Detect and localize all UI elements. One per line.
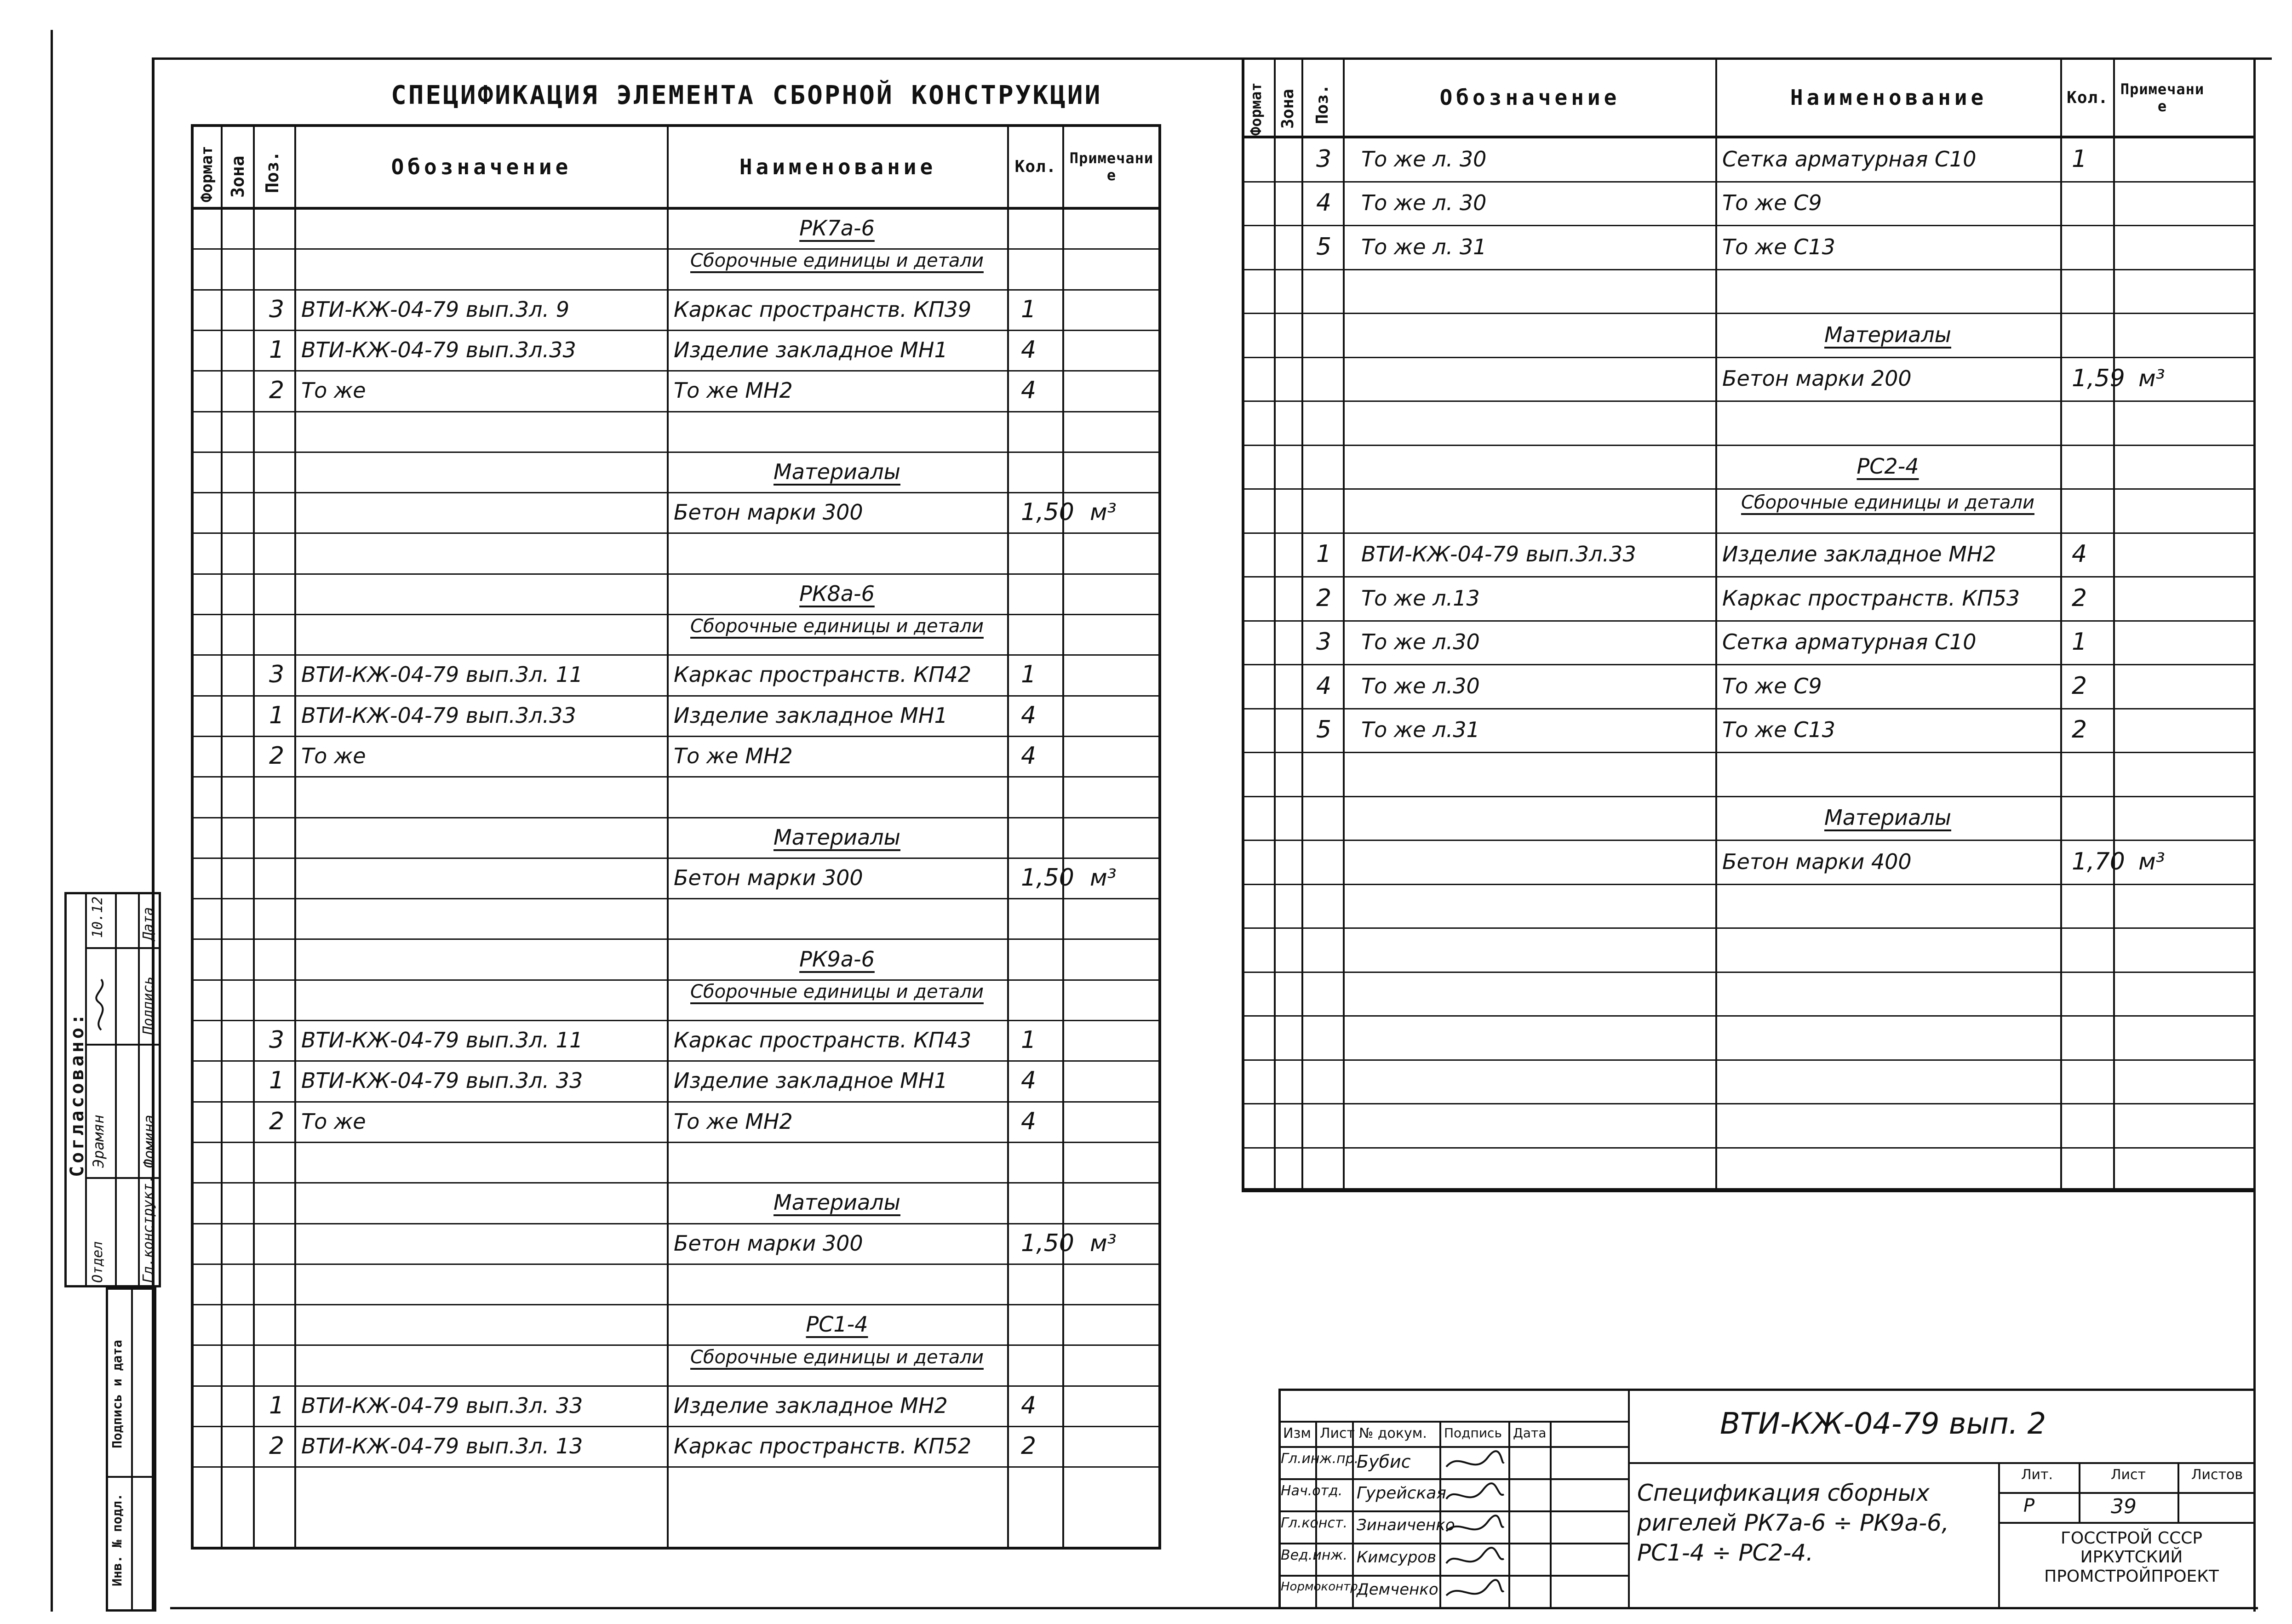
tb-line	[1278, 1446, 1628, 1448]
row-line	[191, 1426, 1161, 1427]
tb-line	[1998, 1522, 2256, 1524]
row-qty: 4	[2072, 540, 2087, 568]
row-qty: 1,70	[2072, 847, 2125, 875]
row-line	[191, 614, 1161, 615]
row-name: Сборочные единицы и детали	[690, 250, 984, 272]
row-pos: 2	[269, 1107, 285, 1135]
row-qty: 4	[1021, 1391, 1037, 1419]
row-name: Бетон марки 300	[674, 500, 863, 525]
row-designation: ВТИ-КЖ-04-79 вып.3л. 11	[301, 662, 583, 687]
row-name: То же МН2	[674, 1109, 793, 1134]
left-col-line	[1062, 124, 1064, 1550]
row-designation: То же л.30	[1361, 673, 1480, 698]
tb-line	[1278, 1421, 1628, 1423]
row-pos: 1	[269, 1067, 285, 1095]
row-qty: 1	[1021, 295, 1037, 323]
tb-role-5: Нормоконтр.	[1281, 1580, 1362, 1594]
tb-line	[1998, 1462, 2000, 1609]
row-name: Каркас пространств. КП52	[674, 1434, 972, 1459]
right-hdr-note: Примечание	[2120, 80, 2205, 115]
row-line	[191, 1060, 1161, 1062]
tb-name-1: Бубис	[1357, 1452, 1411, 1472]
row-line	[191, 330, 1161, 331]
row-designation: То же л. 30	[1361, 190, 1487, 216]
row-line	[191, 979, 1161, 981]
row-name: То же МН2	[674, 743, 793, 769]
row-name: РС1-4	[806, 1312, 868, 1337]
row-name: Сборочные единицы и детали	[1741, 492, 2034, 513]
row-name: РК7а-6	[799, 216, 875, 241]
approval-date-label: Дата	[140, 907, 156, 940]
row-note: м³	[2138, 365, 2165, 392]
row-designation: То же л. 31	[1361, 234, 1487, 259]
row-name: Бетон марки 300	[674, 1230, 863, 1256]
row-line	[1242, 313, 2256, 314]
row-qty: 1	[1021, 1026, 1037, 1054]
row-designation: То же л.13	[1361, 585, 1480, 611]
tb-hdr-izm: Изм	[1283, 1425, 1312, 1441]
row-name: Сетка арматурная С10	[1722, 629, 1977, 655]
right-hdr-designation: Обозначение	[1439, 85, 1621, 110]
row-name: Каркас пространств. КП43	[674, 1028, 972, 1053]
approval-col-line	[138, 892, 140, 1287]
tb-sheet-label: Лист	[2111, 1467, 2146, 1483]
tb-role-4: Вед.инж.	[1281, 1547, 1347, 1563]
left-hdr-name: Наименование	[739, 154, 937, 179]
row-pos: 2	[1316, 584, 1332, 612]
tb-line	[1628, 1462, 2256, 1464]
row-line	[191, 1182, 1161, 1184]
row-designation: ВТИ-КЖ-04-79 вып.3л.33	[301, 337, 576, 363]
right-header-rule	[1242, 136, 2256, 138]
tb-lit: Р	[2023, 1495, 2035, 1516]
left-col-line	[221, 124, 223, 1550]
row-line	[1242, 752, 2256, 753]
tb-hdr-date: Дата	[1513, 1425, 1547, 1441]
row-designation: То же	[301, 743, 366, 769]
row-name: То же С13	[1722, 234, 1835, 259]
row-note: м³	[1090, 864, 1117, 891]
row-line	[191, 573, 1161, 575]
row-name: РС2-4	[1857, 454, 1919, 479]
row-qty: 1	[2072, 628, 2087, 656]
approval-row-line	[85, 1044, 161, 1046]
tb-hdr-list: Лист	[1320, 1425, 1355, 1441]
row-line	[191, 1304, 1161, 1305]
row-line	[191, 1344, 1161, 1346]
row-qty: 1,50	[1021, 863, 1074, 892]
row-designation: То же л.31	[1361, 717, 1480, 743]
row-name: Материалы	[1824, 805, 1951, 830]
row-qty: 2	[2072, 716, 2087, 744]
row-line	[191, 1101, 1161, 1103]
left-strip-divider	[131, 1287, 133, 1612]
row-line	[1242, 488, 2256, 490]
row-qty: 2	[2072, 672, 2087, 700]
left-col-line	[1007, 124, 1009, 1550]
row-pos: 5	[1316, 716, 1332, 744]
right-col-line	[2060, 57, 2062, 1191]
row-qty: 1,59	[2072, 365, 2125, 393]
tb-line	[2079, 1462, 2080, 1522]
approval-name-2: Фомина	[140, 1115, 158, 1168]
right-hdr-format: Формат	[1247, 82, 1265, 136]
row-name: Бетон марки 400	[1722, 849, 1912, 874]
tb-lit-label: Лит.	[2021, 1467, 2053, 1483]
left-hdr-pos: Поз.	[262, 151, 282, 193]
row-name: Сборочные единицы и детали	[690, 981, 984, 1002]
row-name: Материалы	[774, 459, 900, 484]
row-designation: ВТИ-КЖ-04-79 вып.3л. 9	[301, 297, 570, 322]
row-line	[191, 1385, 1161, 1387]
row-qty: 4	[1021, 1107, 1037, 1135]
row-pos: 4	[1316, 189, 1332, 217]
row-line	[1242, 884, 2256, 885]
left-hdr-designation: Обозначение	[391, 154, 572, 179]
row-line	[1242, 181, 2256, 183]
row-line	[191, 858, 1161, 859]
row-qty: 4	[1021, 377, 1037, 405]
tb-line	[2177, 1462, 2179, 1522]
approval-date-1: 10.12	[90, 896, 106, 938]
row-name: Изделие закладное МН2	[1722, 542, 1996, 567]
row-line	[1242, 269, 2256, 270]
tb-doc-code: ВТИ-КЖ-04-79 вып. 2	[1720, 1407, 2046, 1441]
left-header-rule	[191, 207, 1161, 210]
tb-role-3: Гл.конст.	[1281, 1515, 1348, 1531]
row-name: То же С13	[1722, 717, 1835, 743]
row-pos: 2	[269, 1432, 285, 1460]
row-note: м³	[1090, 1229, 1117, 1257]
approval-col-line	[115, 892, 117, 1287]
tb-sheets-label: Листов	[2191, 1467, 2243, 1483]
tb-name-4: Кимсуров	[1357, 1548, 1437, 1567]
row-qty: 2	[2072, 584, 2087, 612]
approval-sign-label: Подпись	[140, 976, 156, 1035]
row-line	[191, 1223, 1161, 1224]
right-hdr-qty: Кол.	[2067, 88, 2109, 107]
row-line	[191, 938, 1161, 940]
row-designation: ВТИ-КЖ-04-79 вып.3л. 33	[301, 1393, 583, 1418]
tb-org: ГОССТРОЙ СССР ИРКУТСКИЙ ПРОМСТРОЙПРОЕКТ	[2044, 1529, 2219, 1586]
approval-name-1: Эрамян	[90, 1115, 107, 1168]
row-line	[191, 776, 1161, 778]
row-line	[191, 817, 1161, 818]
row-line	[1242, 1015, 2256, 1017]
row-qty: 1	[1021, 661, 1037, 689]
tb-line	[1998, 1492, 2256, 1494]
tb-name-3: Зинаиченко	[1357, 1516, 1455, 1534]
row-qty: 2	[1021, 1432, 1037, 1460]
row-qty: 4	[1021, 701, 1037, 729]
row-designation: ВТИ-КЖ-04-79 вып.3л. 33	[301, 1068, 583, 1093]
row-name: РК8а-6	[799, 581, 875, 606]
row-pos: 3	[269, 1026, 285, 1054]
row-line	[191, 654, 1161, 656]
left-hdr-format: Формат	[198, 146, 216, 202]
right-hdr-pos: Поз.	[1313, 84, 1332, 124]
tb-signatures	[1442, 1448, 1506, 1607]
row-designation: То же л.30	[1361, 629, 1480, 655]
row-line	[1242, 532, 2256, 534]
left-hdr-zone: Зона	[228, 155, 248, 198]
tb-hdr-doc: № докум.	[1359, 1425, 1427, 1441]
row-line	[191, 248, 1161, 250]
left-col-line	[667, 124, 669, 1550]
approval-role-2: Гл.конструкт.	[140, 1175, 156, 1283]
tb-name-5: Демченко	[1357, 1580, 1438, 1599]
row-name: Бетон марки 200	[1722, 366, 1912, 391]
row-name: Каркас пространств. КП42	[674, 662, 972, 687]
row-designation: ВТИ-КЖ-04-79 вып.3л. 11	[301, 1028, 583, 1053]
tb-line	[1628, 1389, 1630, 1609]
row-line	[1242, 1147, 2256, 1149]
row-designation: ВТИ-КЖ-04-79 вып.3л. 13	[301, 1434, 583, 1459]
row-name: Изделие закладное МН1	[674, 1068, 948, 1093]
right-hdr-name: Наименование	[1790, 85, 1988, 110]
row-name: Каркас пространств. КП39	[674, 297, 972, 322]
left-hdr-qty: Кол.	[1014, 157, 1057, 177]
row-name: Сетка арматурная С10	[1722, 146, 1977, 172]
row-name: Бетон марки 300	[674, 865, 863, 890]
row-designation: То же	[301, 1109, 366, 1134]
right-col-line	[1715, 57, 1717, 1191]
row-line	[1242, 225, 2256, 226]
row-pos: 1	[1316, 540, 1332, 568]
row-line	[1242, 664, 2256, 665]
row-pos: 2	[269, 742, 285, 770]
row-name: Изделие закладное МН1	[674, 337, 948, 363]
row-name: Изделие закладное МН1	[674, 703, 948, 728]
right-table-border	[1242, 57, 2256, 1191]
row-line	[1242, 1191, 2256, 1192]
row-line	[1242, 972, 2256, 973]
row-pos: 3	[1316, 145, 1332, 173]
tb-hdr-sign: Подпись	[1444, 1425, 1502, 1441]
tb-name-2: Гурейская	[1357, 1484, 1447, 1503]
approval-role-1: Отдел	[90, 1241, 106, 1283]
row-line	[191, 736, 1161, 737]
row-pos: 3	[1316, 628, 1332, 656]
row-line	[191, 898, 1161, 899]
row-line	[1242, 840, 2256, 841]
tb-line	[1439, 1421, 1441, 1609]
row-name: Материалы	[1824, 322, 1951, 347]
row-line	[191, 1020, 1161, 1021]
row-line	[1242, 1059, 2256, 1061]
row-designation: ВТИ-КЖ-04-79 вып.3л.33	[1361, 542, 1636, 567]
row-qty: 4	[1021, 336, 1037, 364]
right-col-line	[2113, 57, 2115, 1191]
right-col-line	[1343, 57, 1345, 1191]
row-line	[1242, 708, 2256, 709]
row-line	[1242, 927, 2256, 929]
row-line	[1242, 445, 2256, 446]
sign-date-label: Подпись и дата	[109, 1339, 125, 1448]
approval-title: Согласовано:	[67, 1011, 88, 1177]
right-col-line	[1301, 57, 1303, 1191]
approval-signature	[87, 975, 115, 1035]
tb-title: Спецификация сборных ригелей РК7а-6 ÷ РК9а-6, РС1-4 ÷ РС2-4.	[1637, 1480, 1949, 1566]
row-line	[191, 411, 1161, 412]
row-line	[1242, 576, 2256, 578]
tb-line	[1508, 1421, 1510, 1609]
row-line	[191, 695, 1161, 697]
row-name: Сборочные единицы и детали	[690, 616, 984, 637]
row-line	[191, 1142, 1161, 1143]
row-pos: 2	[269, 377, 285, 405]
row-line	[191, 492, 1161, 493]
left-binding-line	[51, 30, 53, 1612]
row-designation: То же л. 30	[1361, 146, 1487, 172]
row-name: Материалы	[774, 1190, 900, 1215]
approval-row-line	[85, 947, 161, 949]
row-line	[191, 370, 1161, 372]
row-line	[1242, 400, 2256, 402]
row-name: То же МН2	[674, 378, 793, 403]
row-name: Материалы	[774, 824, 900, 850]
row-qty: 1,50	[1021, 498, 1074, 526]
row-designation: То же	[301, 378, 366, 403]
row-qty: 1,50	[1021, 1229, 1074, 1257]
row-name: Сборочные единицы и детали	[690, 1346, 984, 1368]
row-line	[1242, 1103, 2256, 1104]
inv-no-label: Инв. № подл.	[109, 1493, 125, 1586]
row-name: Изделие закладное МН2	[674, 1393, 948, 1418]
row-name: То же С9	[1722, 673, 1822, 698]
right-col-line	[1274, 57, 1276, 1191]
row-line	[1242, 620, 2256, 622]
tb-role-2: Нач.отд.	[1281, 1483, 1343, 1499]
row-pos: 5	[1316, 233, 1332, 261]
row-name: То же С9	[1722, 190, 1822, 216]
left-col-line	[294, 124, 296, 1550]
row-name: Каркас пространств. КП53	[1722, 585, 2020, 611]
right-hdr-zone: Зона	[1278, 89, 1297, 129]
row-qty: 1	[2072, 145, 2087, 173]
left-col-line	[253, 124, 255, 1550]
row-note: м³	[2138, 848, 2165, 875]
row-pos: 1	[269, 336, 285, 364]
row-line	[191, 1264, 1161, 1265]
row-pos: 1	[269, 701, 285, 729]
row-line	[191, 452, 1161, 453]
row-line	[191, 532, 1161, 534]
row-qty: 4	[1021, 742, 1037, 770]
row-line	[1242, 796, 2256, 797]
row-note: м³	[1090, 499, 1117, 526]
row-name: РК9а-6	[799, 946, 875, 972]
tb-role-1: Гл.инж.пр.	[1281, 1451, 1359, 1467]
row-pos: 4	[1316, 672, 1332, 700]
row-line	[1242, 357, 2256, 358]
row-pos: 3	[269, 295, 285, 323]
left-spec-title: СПЕЦИФИКАЦИЯ ЭЛЕМЕНТА СБОРНОЙ КОНСТРУКЦИИ	[391, 80, 1102, 110]
row-pos: 1	[269, 1391, 285, 1419]
left-strip-row-line	[106, 1476, 156, 1478]
tb-sheet: 39	[2111, 1495, 2137, 1518]
row-line	[191, 289, 1161, 291]
tb-line	[1550, 1421, 1552, 1609]
row-designation: ВТИ-КЖ-04-79 вып.3л.33	[301, 703, 576, 728]
left-hdr-note: Примечание	[1069, 149, 1154, 184]
row-pos: 3	[269, 661, 285, 689]
row-qty: 4	[1021, 1067, 1037, 1095]
row-line	[191, 1466, 1161, 1468]
